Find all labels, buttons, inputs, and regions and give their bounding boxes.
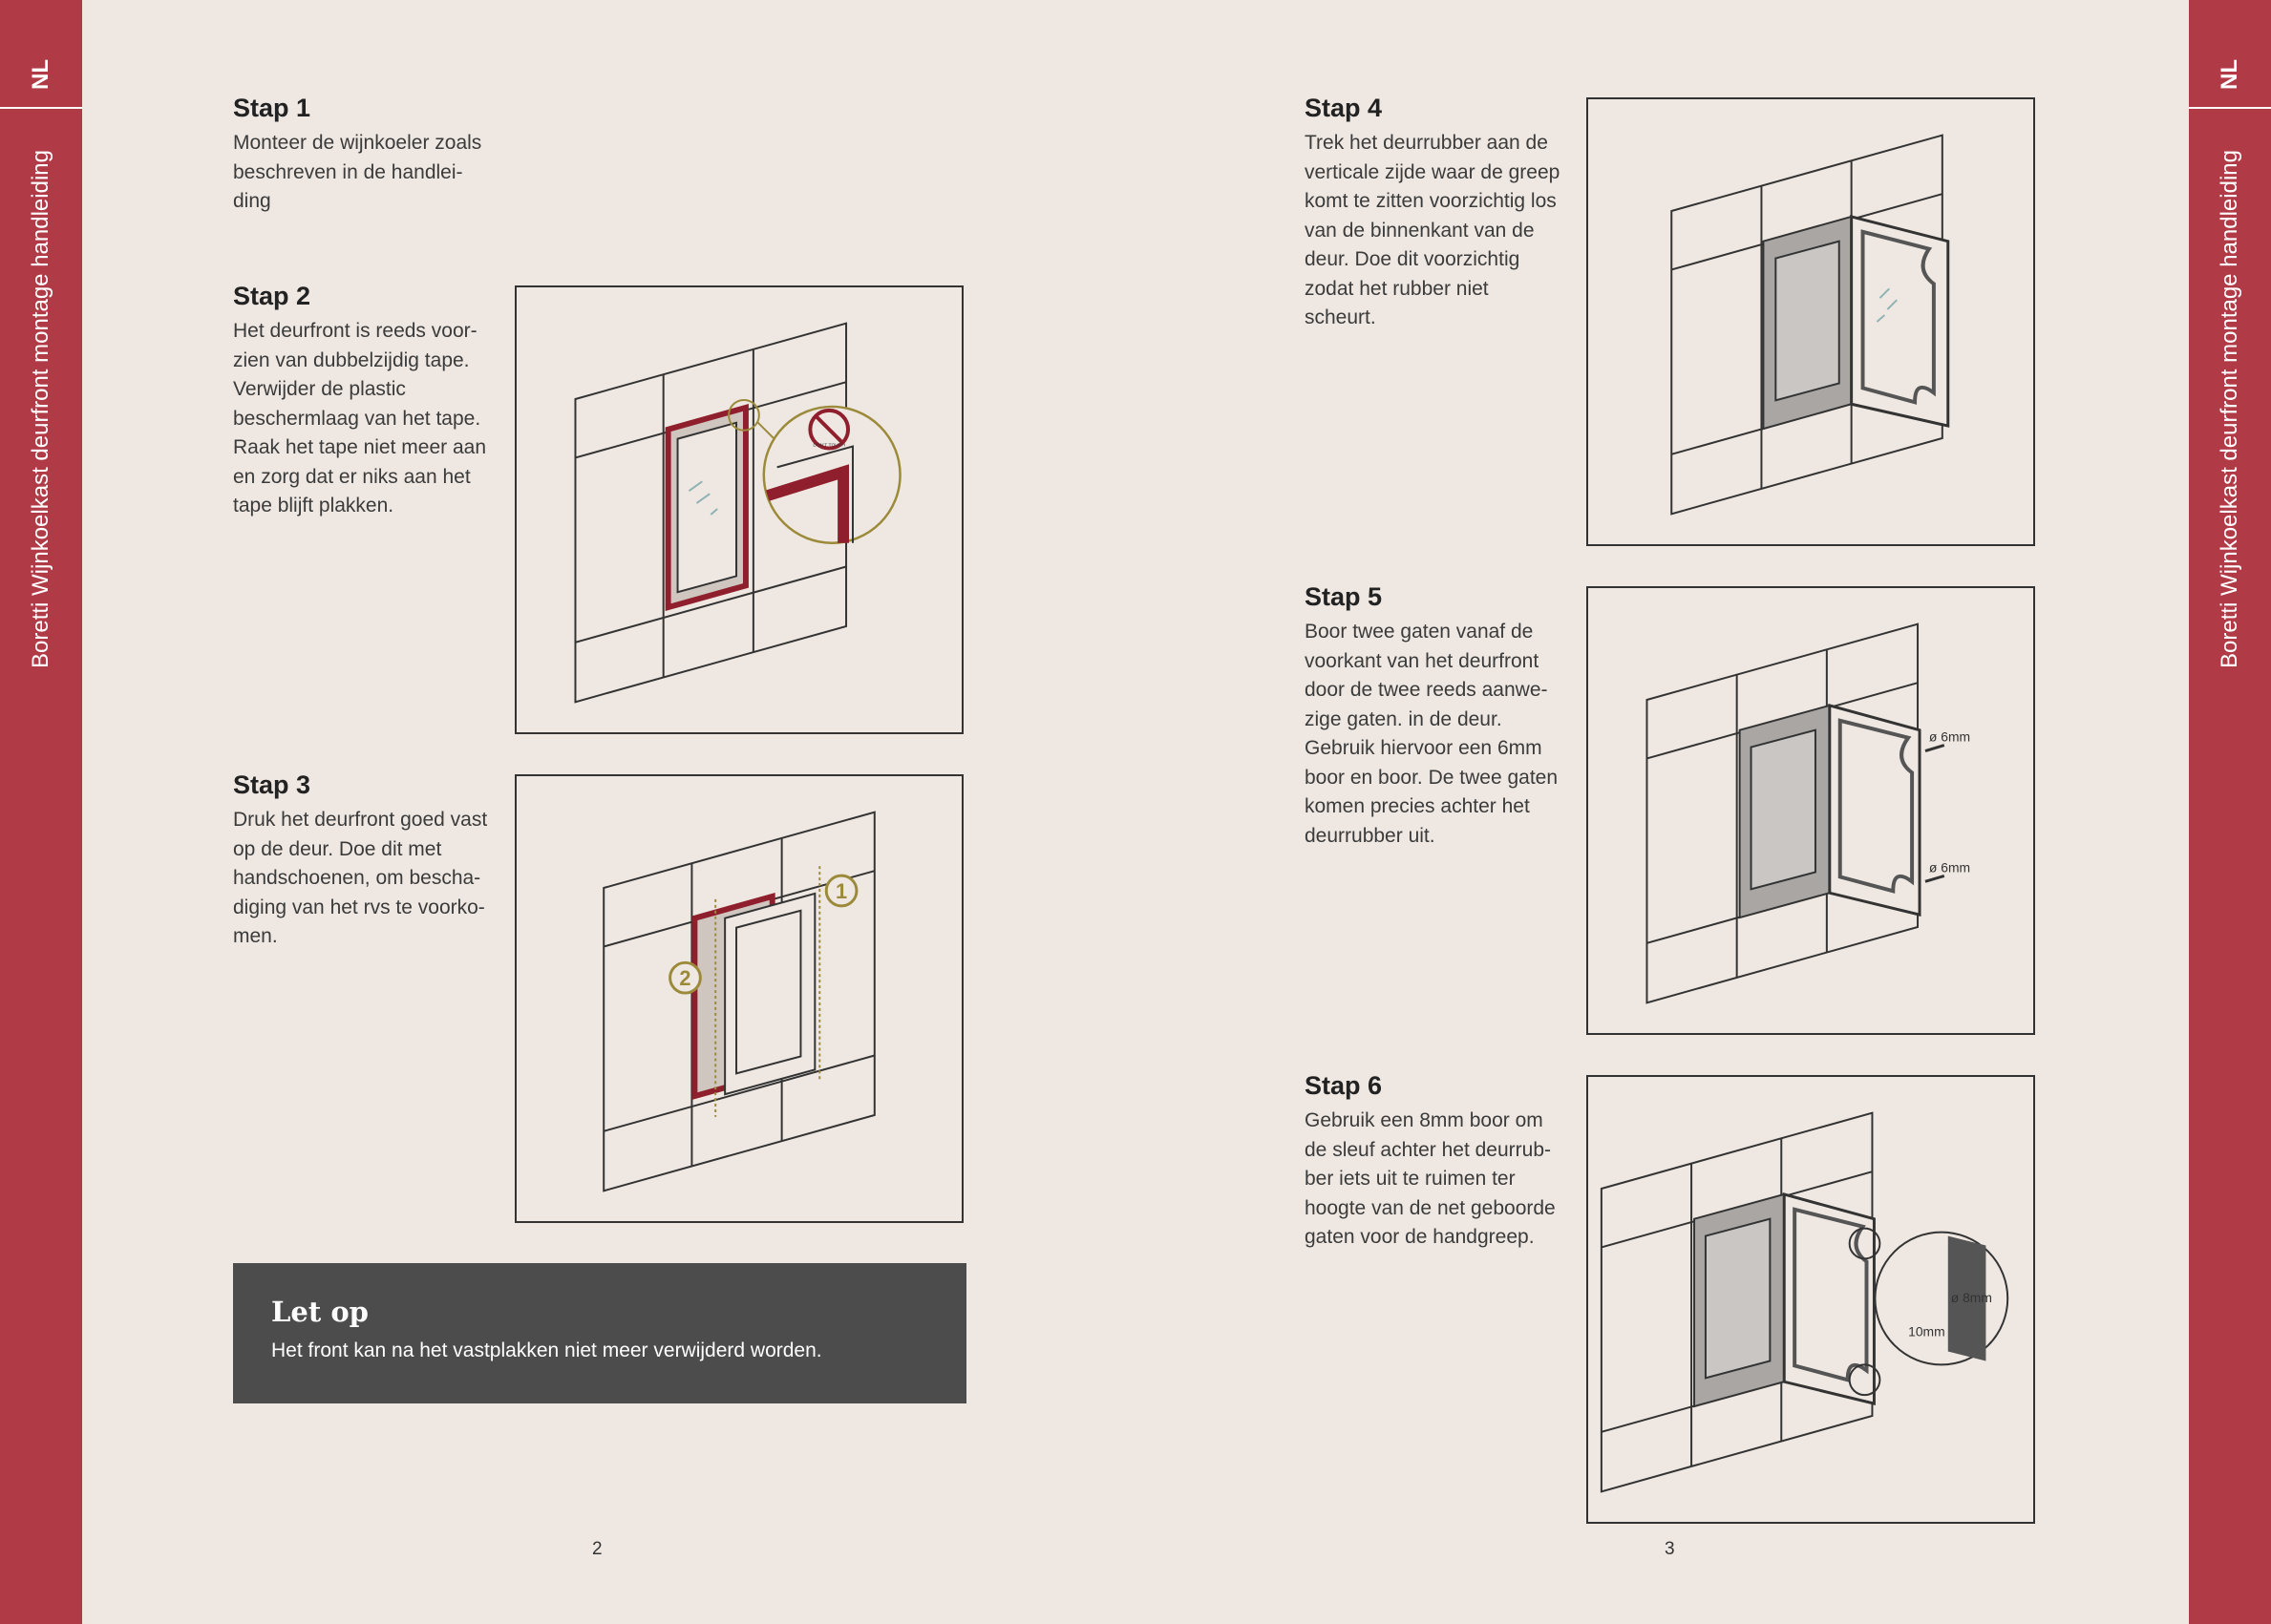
figure-step-2 <box>515 285 964 734</box>
step-text: Druk het deurfront goed vast op de deur. Doe dit met handschoenen, om bescha-diging van het rvs te voorko-men. <box>233 809 488 947</box>
drill-label-top: ø 6mm <box>1928 728 1971 745</box>
warning-note <box>233 1263 966 1403</box>
sidebar-divider <box>2189 107 2271 109</box>
note-title: Let op <box>271 1296 369 1328</box>
press-front-illustration <box>517 776 962 1221</box>
step-2 <box>233 282 491 521</box>
step-title: Stap 1 <box>233 94 311 122</box>
step-title: Stap 2 <box>233 282 311 310</box>
figure-step-4 <box>1586 97 2035 546</box>
step-title: Stap 5 <box>1305 582 1383 611</box>
peel-rubber-illustration <box>1588 99 2033 544</box>
marker-1: 1 <box>836 878 848 903</box>
step-text: Gebruik een 8mm boor om de sleuf achter het deurrub-ber iets uit te ruimen ter hoogte van de net geboorde gaten voor de handgreep. <box>1305 1109 1556 1248</box>
sidebar-divider <box>0 107 82 109</box>
right-sidebar <box>2189 0 2271 1624</box>
step-title: Stap 4 <box>1305 94 1383 122</box>
step-title: Stap 3 <box>233 770 311 799</box>
tape-illustration <box>517 287 962 732</box>
figure-step-5 <box>1586 586 2035 1035</box>
language-label: NL <box>2217 59 2242 90</box>
note-text: Het front kan na het vastplakken niet meer verwijderd worden. <box>271 1339 822 1361</box>
widen-slot-illustration <box>1588 1077 2033 1522</box>
language-label: NL <box>28 59 53 90</box>
step-1 <box>233 94 491 217</box>
step-text: Monteer de wijnkoeler zoals beschreven in de handlei-ding <box>233 132 482 212</box>
drill-holes-illustration <box>1588 588 2033 1033</box>
figure-step-3 <box>515 774 964 1223</box>
step-5 <box>1305 582 1562 851</box>
drill-label-bottom: ø 6mm <box>1928 859 1971 875</box>
step-3 <box>233 770 491 952</box>
page-number-left: 2 <box>592 1539 603 1559</box>
step-text: Het deurfront is reeds voor-zien van dubbelzijdig tape. Verwijder de plastic beschermlaag van het tape. Raak het tape niet meer aan en zorg dat er niks aan het tape blijft plakken. <box>233 320 487 517</box>
step-title: Stap 6 <box>1305 1071 1383 1100</box>
sidebar-title: Boretti Wijnkoelkast deurfront montage handleiding <box>28 150 53 668</box>
sidebar-title: Boretti Wijnkoelkast deurfront montage handleiding <box>2217 150 2242 668</box>
step-text: Trek het deurrubber aan de verticale zijde waar de greep komt te zitten voorzichtig los van de binnenkant van de deur. Doe dit voorzichtig zodat het rubber niet scheurt. <box>1305 132 1560 328</box>
marker-2: 2 <box>679 966 691 991</box>
step-4 <box>1305 94 1562 333</box>
step-6 <box>1305 1071 1562 1253</box>
left-sidebar <box>0 0 82 1624</box>
step-text: Boor twee gaten vanaf de voorkant van het deurfront door de twee reeds aanwe-zige gaten. in de deur. Gebruik hiervoor een 6mm boor en boor. De twee gaten komen precies achter het deurrubber uit. <box>1305 621 1559 847</box>
depth-label-10mm: 10mm <box>1908 1323 1945 1339</box>
figure-step-6 <box>1586 1075 2035 1524</box>
page-number-right: 3 <box>1665 1539 1675 1559</box>
drill-label-8mm: ø 8mm <box>1950 1289 1992 1305</box>
dont-touch-badge: DON'T TOUCH <box>813 443 845 449</box>
